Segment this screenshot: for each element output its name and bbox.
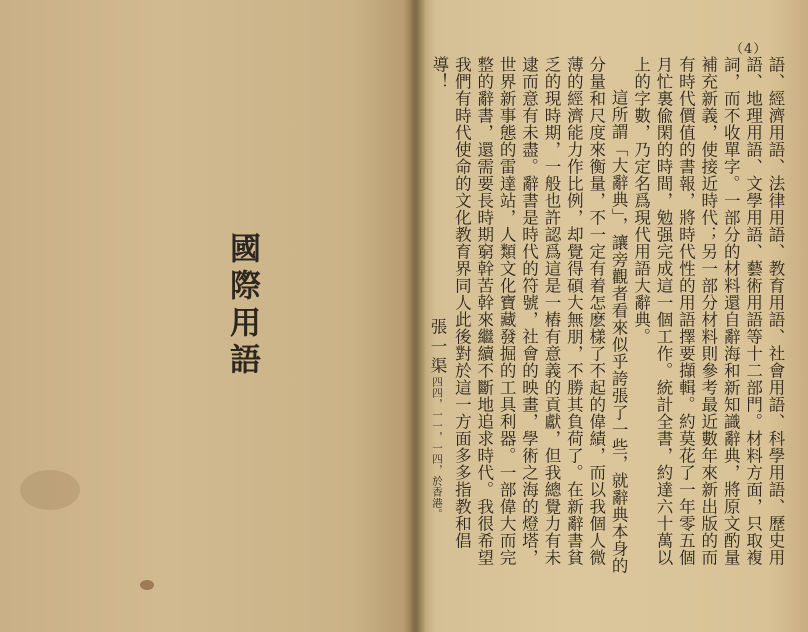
page-number: （4） [730,42,768,57]
book-gutter [404,0,426,632]
paragraph-1: 語、經濟用語、法律用語、教育用語、社會用語、科學用語、歷史用語、地理用語、文學用語、藝術用語等十二部門。材料方面，只取複詞，而不收單字。一部分的材料還自辭海和新知識辭典，將原文酌量補充新義，使接近時代；另一部分材料則參考最近數年來新出版的而有時代價值的書報，將時代性的用語擇要擷輯。約莫花了一年零五個月忙裏偸閑的時間，勉强完成這一個工作。統計全書，約達六十萬以上的字數，乃定名爲現代用語大辭典。 [631,56,785,566]
signature-date: 四四，一一，一四，於香港。 [431,376,443,520]
paper-stain [20,470,80,510]
paragraph-2: 這所謂「大辭典」，讓旁觀者看來似乎誇張了一些，就辭典本身的分量和尺度來衡量，不一定有着怎麽樣了不起的偉績，而以我個人微薄的經濟能力作比例，却覺得碩大無朋，不勝其負荷了。在新辭書貧乏的現時期，一般也許認爲這是一樁有意義的貢獻，但我總覺力有未逮而意有未盡。辭書是時代的符號，社會的映畫，學術之海的燈塔，世界新事態的雷達站，人類文化寶藏發掘的工具利器。一部偉大而完整的辭書，還需要長時期窮幹苦幹來繼續不斷地追求時代。我很希望我們有時代使命的文化教育界同人此後對於這一方面多多指教和倡導！ [429,56,629,574]
preface-text [428,56,787,576]
paper-stain [140,580,154,590]
section-title: 國際用語 [224,232,260,380]
author-signature [425,318,449,548]
author-name: 張一渠 [428,318,447,377]
